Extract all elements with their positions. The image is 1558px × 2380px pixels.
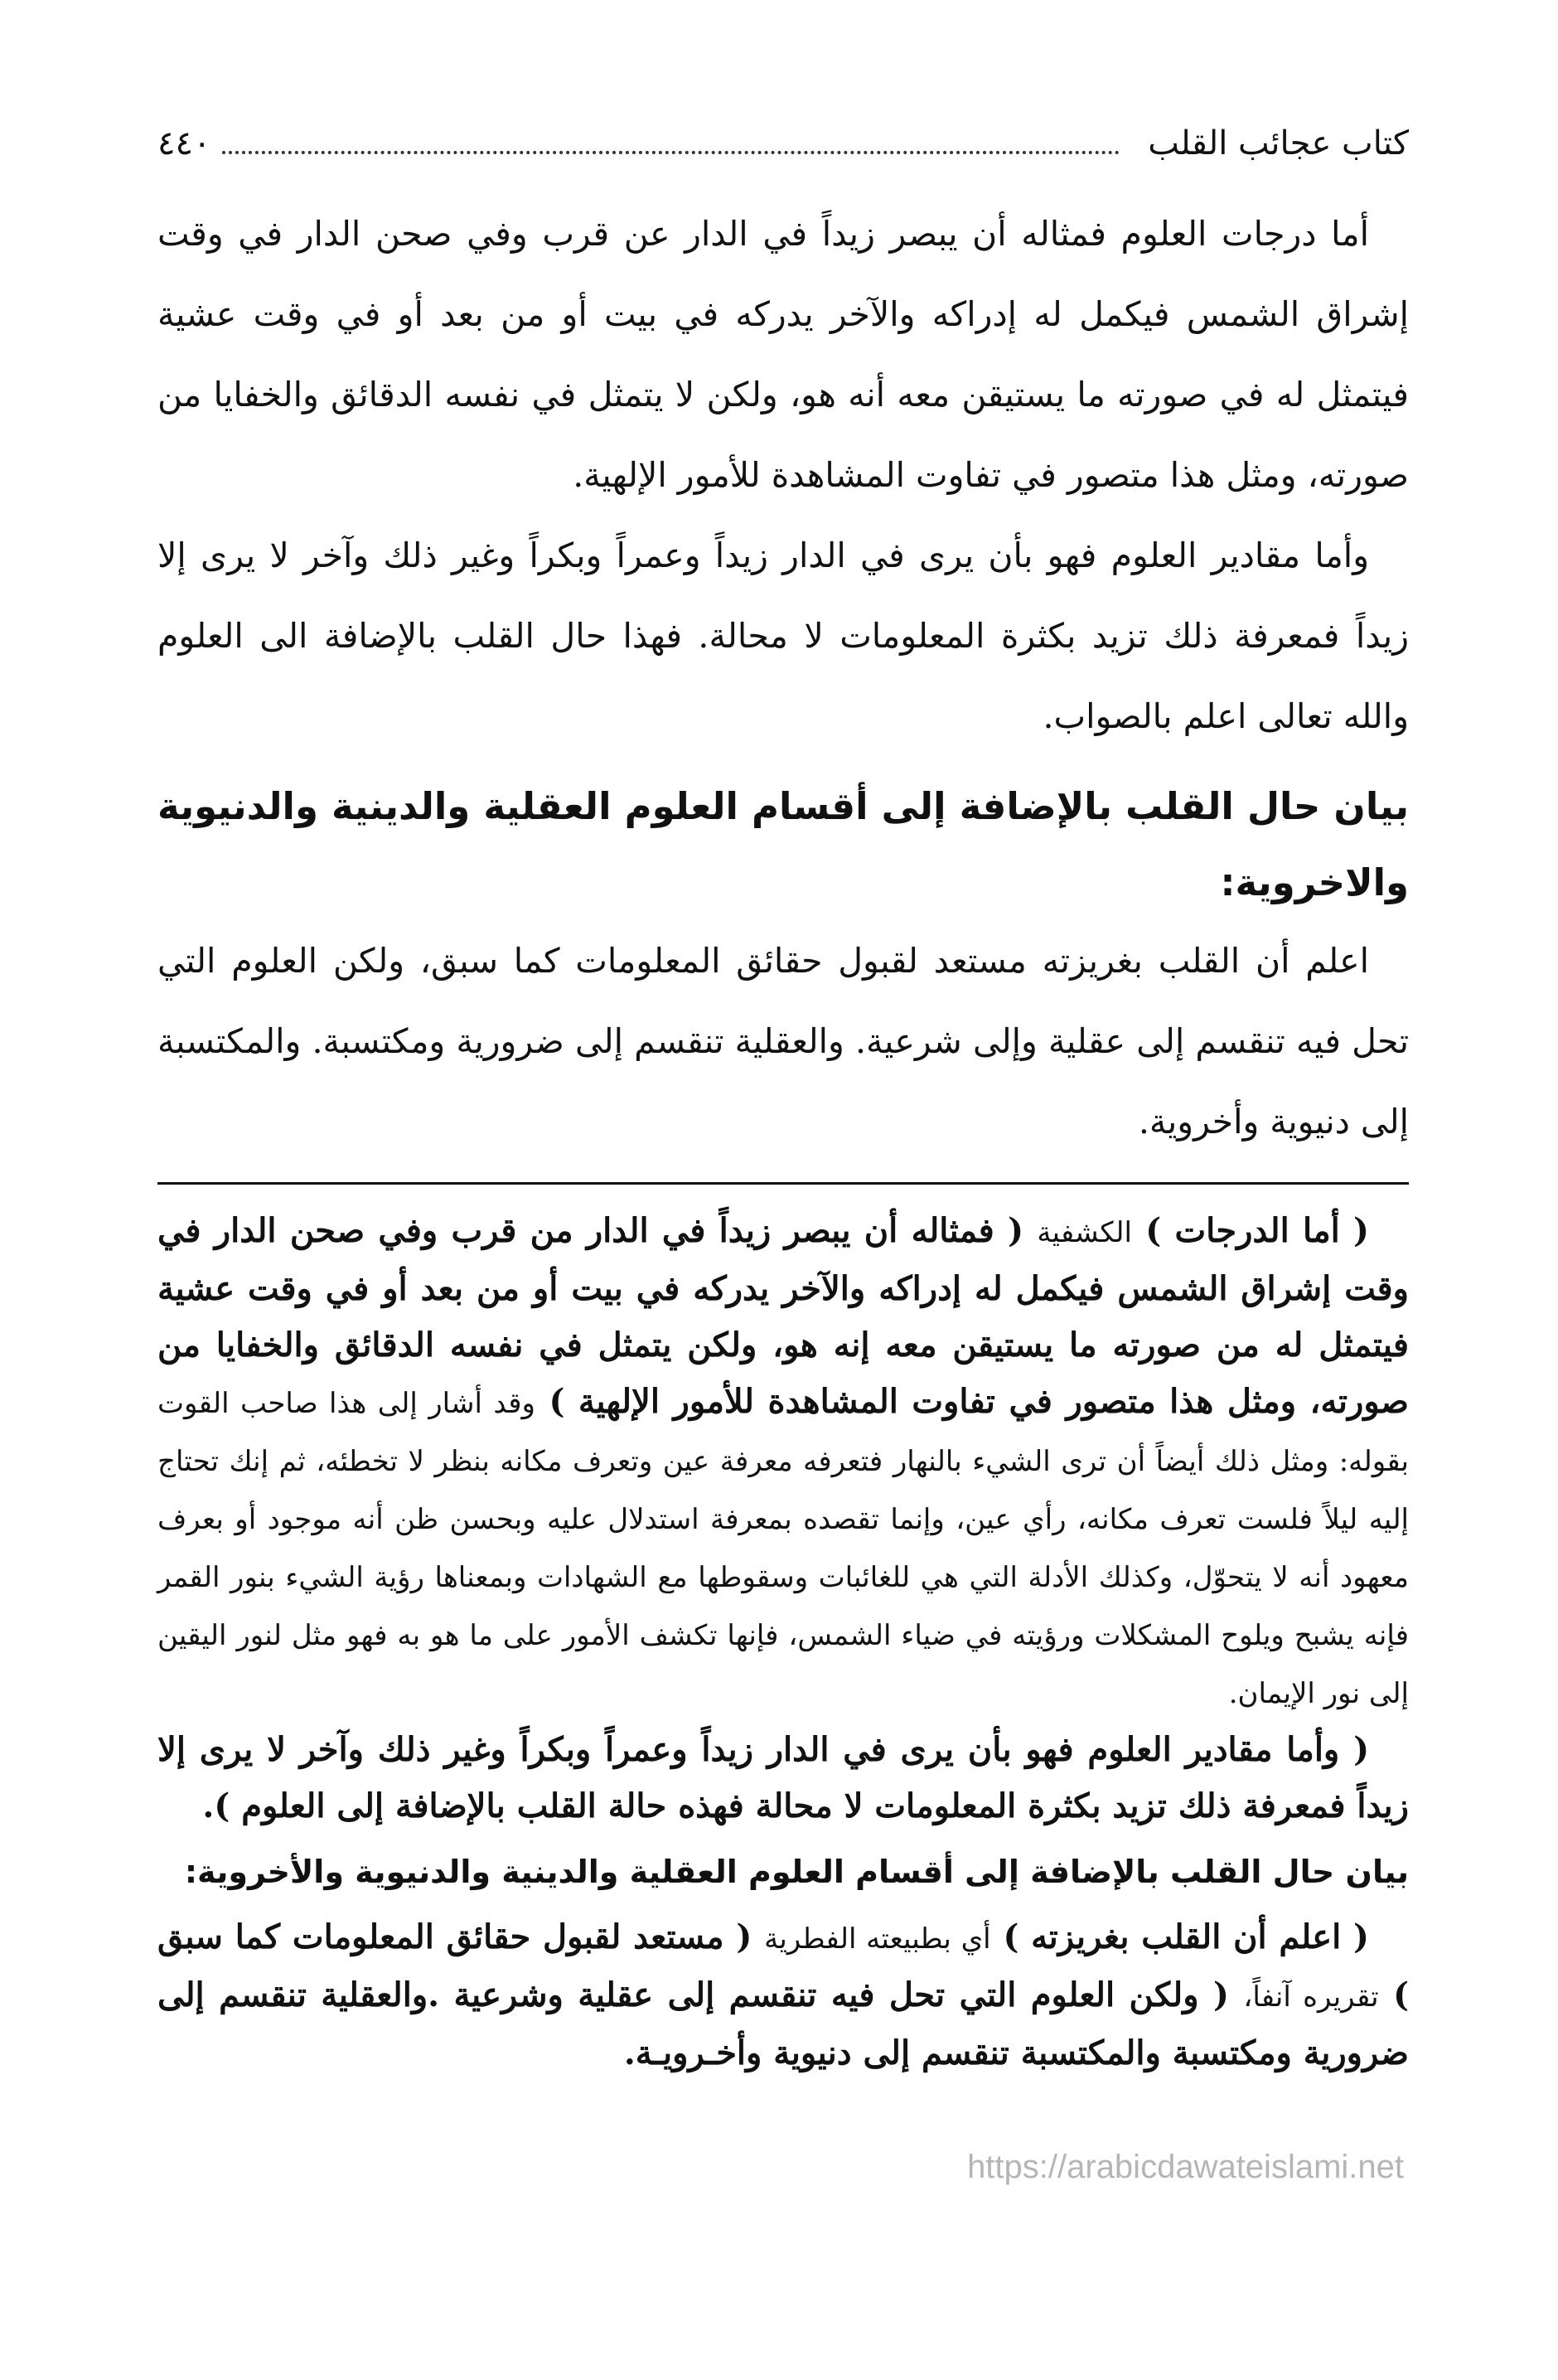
commentary-paragraph-1 <box>157 1203 1409 1722</box>
header-dot-leader <box>222 128 1120 154</box>
commentary-paragraph-3 <box>157 1909 1409 2082</box>
main-paragraph-3: اعلم أن القلب بغريزته مستعد لقبول حقائق المعلومات كما سبق، ولكن العلوم التي تحل فيه تنقسم إلى عقلية وإلى شرعية. والعقلية تنقسم إلى ضرورية ومكتسبة. والمكتسبة إلى دنيوية وأخروية. <box>157 941 1409 1142</box>
section-heading: بيان حال القلب بالإضافة إلى أقسام العلوم العقلية والدينية والدنيوية والاخروية: <box>157 784 1409 904</box>
commentary-quote: ( اعلم أن القلب بغريزته ) <box>1003 1917 1369 1956</box>
commentary-quote: ( أما الدرجات ) <box>1145 1211 1369 1250</box>
commentary-quote: ( فمثاله أن يبصر زيداً في الدار من قرب وفي صحن الدار في وقت إشراق الشمس فيكمل له إدراكه والآخر يدركه في بيت أو من بعد أو في وقت عشية فيتمثل له من صورته ما يستيقن معه إنه هو، ولكن يتمثل في نفسه الدقائق والخفايا من صورته، ومثل هذا متصور في تفاوت المشاهدة للأمور الإلهية ) <box>157 1211 1409 1421</box>
commentary-paragraph-2: ( وأما مقادير العلوم فهو بأن يرى في الدار زيداً وعمراً وبكراً وغير ذلك وآخر لا يرى إلا زيداً فمعرفة ذلك تزيد بكثرة المعلومات لا محالة فهذه حالة القلب بالإضافة إلى العلوم ). <box>157 1730 1409 1825</box>
page-number: ٤٤٠ <box>157 124 211 162</box>
main-paragraph-2: وأما مقادير العلوم فهو بأن يرى في الدار زيداً وعمراً وبكراً وغير ذلك وآخر لا يرى إلا زيداً فمعرفة ذلك تزيد بكثرة المعلومات لا محالة. فهذا حال القلب بالإضافة الى العلوم والله تعالى اعلم بالصواب. <box>157 536 1409 736</box>
commentary-quote: ( مستعد لقبول حقائق المعلومات كما سبق ) <box>157 1917 1409 2014</box>
source-watermark: https://arabicdawateislami.net <box>967 2149 1404 2185</box>
footnote-divider <box>157 1182 1409 1185</box>
book-page <box>157 124 1409 2296</box>
commentary-gloss: الكشفية <box>1037 1216 1132 1249</box>
commentary-section-heading: بيان حال القلب بالإضافة إلى أقسام العلوم العقلية والدينية والدنيوية والأخروية: <box>184 1854 1409 1890</box>
commentary-gloss: وقد أشار إلى هذا صاحب القوت بقوله: ومثل ذلك أيضاً أن ترى الشيء بالنهار فتعرفه معرفة عين وتعرف مكانه بنظر لا تخطئه، ثم إنك تحتاج إليه ليلاً فلست تعرف مكانه، رأي عين، وإنما تقصده بمعرفة استدلال عليه وبحسن ظن أنه موجود أو بعرف معهود أنه لا يتحوّل، وكذلك الأدلة التي هي للغائبات وسقوطها مع الشهادات وبمعناها رؤية الشيء بنور القمر فإنه يشبح ويلوح المشكلات ورؤيته في ضياء الشمس، فإنها تكشف الأمور على ما هو به فهو مثل لنور اليقين إلى نور الإيمان. <box>157 1387 1409 1710</box>
running-header <box>157 124 1409 182</box>
main-paragraph-1: أما درجات العلوم فمثاله أن يبصر زيداً في الدار عن قرب وفي صحن الدار في وقت إشراق الشمس فيكمل له إدراكه والآخر يدركه في بيت أو من بعد أو في وقت عشية فيتمثل له في صورته ما يستيقن معه أنه هو، ولكن لا يتمثل في نفسه الدقائق والخفايا من صورته، ومثل هذا متصور في تفاوت المشاهدة للأمور الإلهية. <box>157 214 1409 495</box>
commentary-gloss: أي بطبيعته الفطرية <box>764 1922 991 1956</box>
commentary-quote: ( ولكن العلوم التي تحل فيه تنقسم إلى عقلية وشرعية .والعقلية تنقسم إلى ضرورية ومكتسبة والمكتسبة تنقسم إلى دنيوية وأخـرويـة. <box>157 1975 1409 2072</box>
book-title: كتاب عجائب القلب <box>1148 124 1409 162</box>
commentary-gloss: تقريره آنفاً، <box>1243 1980 1379 2014</box>
